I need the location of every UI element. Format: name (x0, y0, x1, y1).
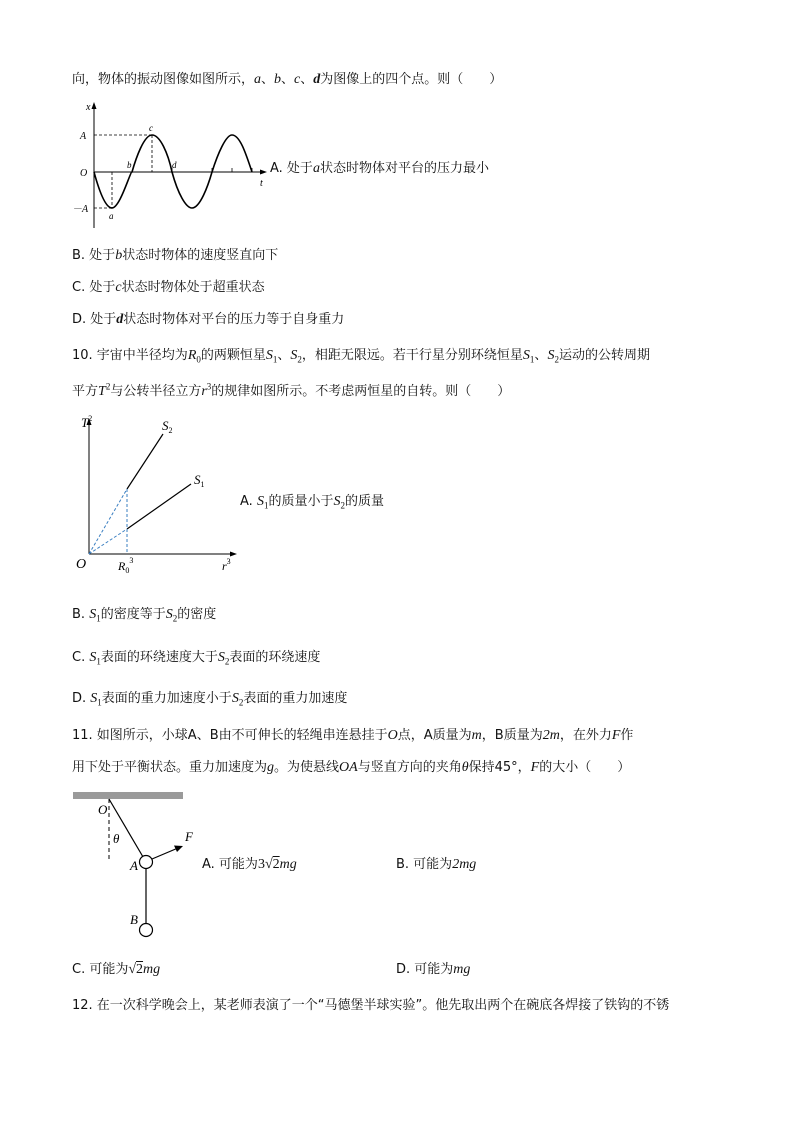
q10-S2-label: $S_2$ (162, 418, 173, 435)
q10-R03-label: $R_0^3$ (118, 556, 134, 575)
q9-point-c: c (149, 123, 153, 133)
q10-r3-label: $r^3$ (222, 557, 231, 573)
q9-point-d: d (172, 160, 177, 170)
q9-option-b[interactable]: B. 处于b状态时物体的速度竖直向下 (72, 248, 279, 263)
q10-option-d[interactable]: D. $S_1$表面的重力加速度小于$S_2$表面的重力加速度 (72, 691, 348, 708)
q11-theta-label: θ (113, 831, 120, 846)
q11-stem-line2: 用下处于平衡状态。重力加速度为g。为使悬线OA与竖直方向的夹角θ保持45°，F的大小（ ） (72, 760, 631, 775)
q9-option-d[interactable]: D. 处于d状态时物体对平台的压力等于自身重力 (72, 312, 345, 327)
q9-point-b: b (127, 160, 132, 170)
q10-origin-label: O (76, 557, 87, 572)
q9-option-a[interactable]: A. 处于a状态时物体对平台的压力最小 (270, 161, 489, 176)
q11-option-a[interactable]: A. 可能为3√2mg (202, 857, 297, 872)
q9-option-c[interactable]: C. 处于c状态时物体处于超重状态 (72, 280, 265, 295)
q9-origin-label: O (80, 168, 88, 179)
q9-t-axis-label: t (260, 178, 263, 189)
q9-A-label: A (80, 131, 87, 142)
q11-B-label: B (130, 912, 138, 927)
q9-point-a: a (109, 211, 114, 221)
q10-graph (70, 412, 250, 580)
q11-diagram (70, 790, 210, 940)
q9-x-axis-label: x (86, 102, 91, 113)
q9-vibration-graph (70, 98, 270, 233)
q9-negA-label: －A (72, 204, 89, 215)
q10-stem-line2: 平方$T^2$与公转半径立方$r^3$的规律如图所示。不考虑两恒星的自转。则（ ） (72, 381, 511, 399)
q11-option-d[interactable]: D. 可能为mg (396, 962, 471, 977)
q11-F-label: F (185, 829, 193, 844)
q12-stem-line1: 12. 在一次科学晚会上，某老师表演了一个“马德堡半球实验”。他先取出两个在碗底各焊接了铁钩的不锈 (72, 998, 670, 1013)
q11-A-label: A (130, 858, 138, 873)
q11-stem-line1: 11. 如图所示，小球A、B由不可伸长的轻绳串连悬挂于O点，A质量为m，B质量为2m，在外力F作 (72, 728, 634, 743)
q10-S1-label: $S_1$ (194, 472, 205, 489)
q10-option-c[interactable]: C. $S_1$表面的环绕速度大于$S_2$表面的环绕速度 (72, 650, 321, 667)
q11-option-b[interactable]: B. 可能为2mg (396, 857, 477, 872)
q10-stem-line1: 10. 宇宙中半径均为$R_0$的两颗恒星$S_1$、$S_2$，相距无限远。若干行星分别环绕恒星$S_1$、$S_2$运动的公转周期 (72, 348, 650, 365)
q10-T2-label: $T^2$ (81, 414, 93, 430)
q9-stem: 向，物体的振动图像如图所示，a、b、c、d为图像上的四个点。则（ ） (72, 72, 503, 87)
q11-option-c[interactable]: C. 可能为√2mg (72, 962, 161, 977)
q10-option-a[interactable]: A. $S_1$的质量小于$S_2$的质量 (240, 494, 384, 511)
q10-option-b[interactable]: B. $S_1$的密度等于$S_2$的密度 (72, 607, 217, 624)
q11-O-label: O (98, 802, 108, 817)
